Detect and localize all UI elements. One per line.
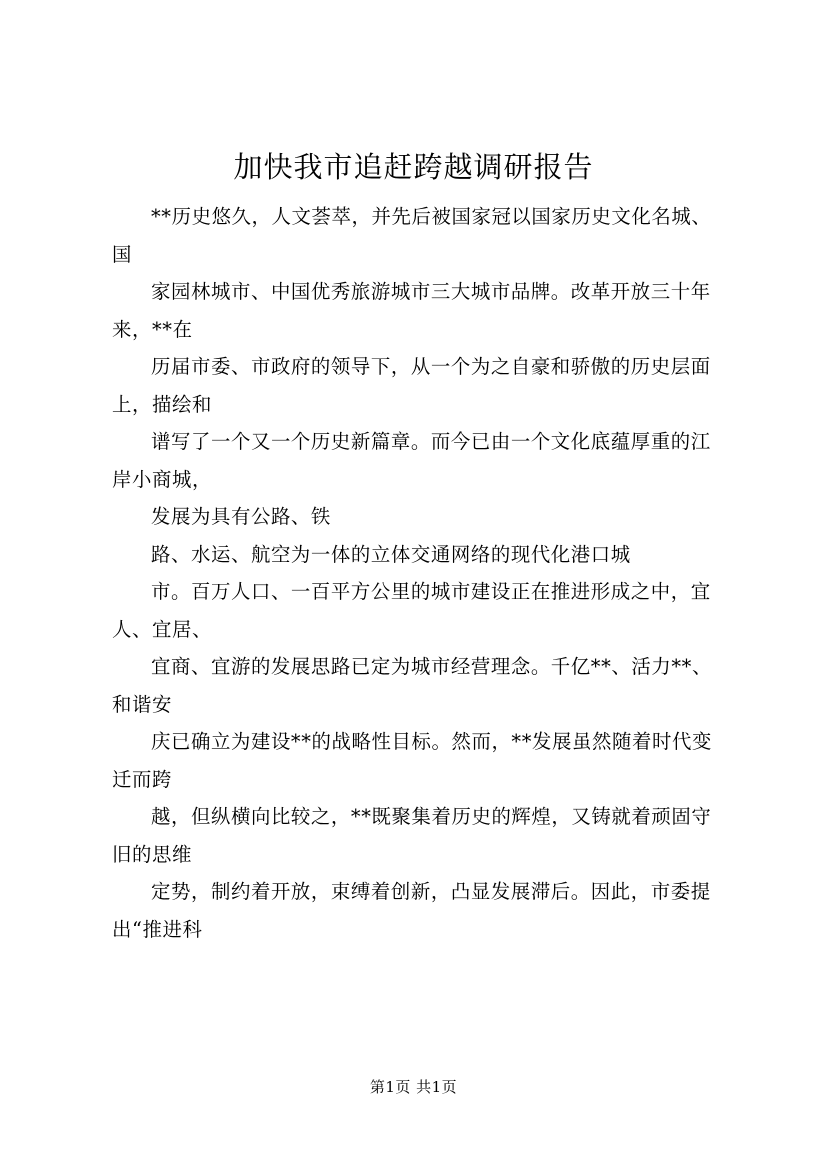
paragraph: 市。百万人口、一百平方公里的城市建设正在推进形成之中，宜人、宜居、 [112, 580, 711, 641]
paragraph: 宜商、宜游的发展思路已定为城市经营理念。千亿**、活力**、和谐安 [112, 655, 712, 716]
document-title: 加快我市追赶跨越调研报告 [233, 150, 594, 184]
paragraph: **历史悠久，人文荟萃，并先后被国家冠以国家历史文化名城、国 [112, 205, 712, 266]
paragraph: 越，但纵横向比较之，**既聚集着历史的辉煌，又铸就着顽固守旧的思维 [112, 805, 712, 866]
page-footer: 第1页 共1页 [369, 1078, 458, 1096]
paragraph: 家园林城市、中国优秀旅游城市三大城市品牌。改革开放三十年来，**在 [112, 280, 711, 341]
paragraph: 谱写了一个又一个历史新篇章。而今已由一个文化底蕴厚重的江岸小商城， [112, 430, 711, 491]
paragraph: 定势，制约着开放，束缚着创新，凸显发展滞后。因此，市委提出“推进科 [112, 880, 711, 941]
paragraph: 历届市委、市政府的领导下，从一个为之自豪和骄傲的历史层面上，描绘和 [112, 355, 711, 416]
paragraph: 庆已确立为建设**的战略性目标。然而，**发展虽然随着时代变迁而跨 [112, 730, 712, 791]
paragraph: 发展为具有公路、铁 [151, 505, 331, 528]
paragraph: 路、水运、航空为一体的立体交通网络的现代化港口城 [151, 542, 631, 566]
document-body [112, 198, 722, 948]
